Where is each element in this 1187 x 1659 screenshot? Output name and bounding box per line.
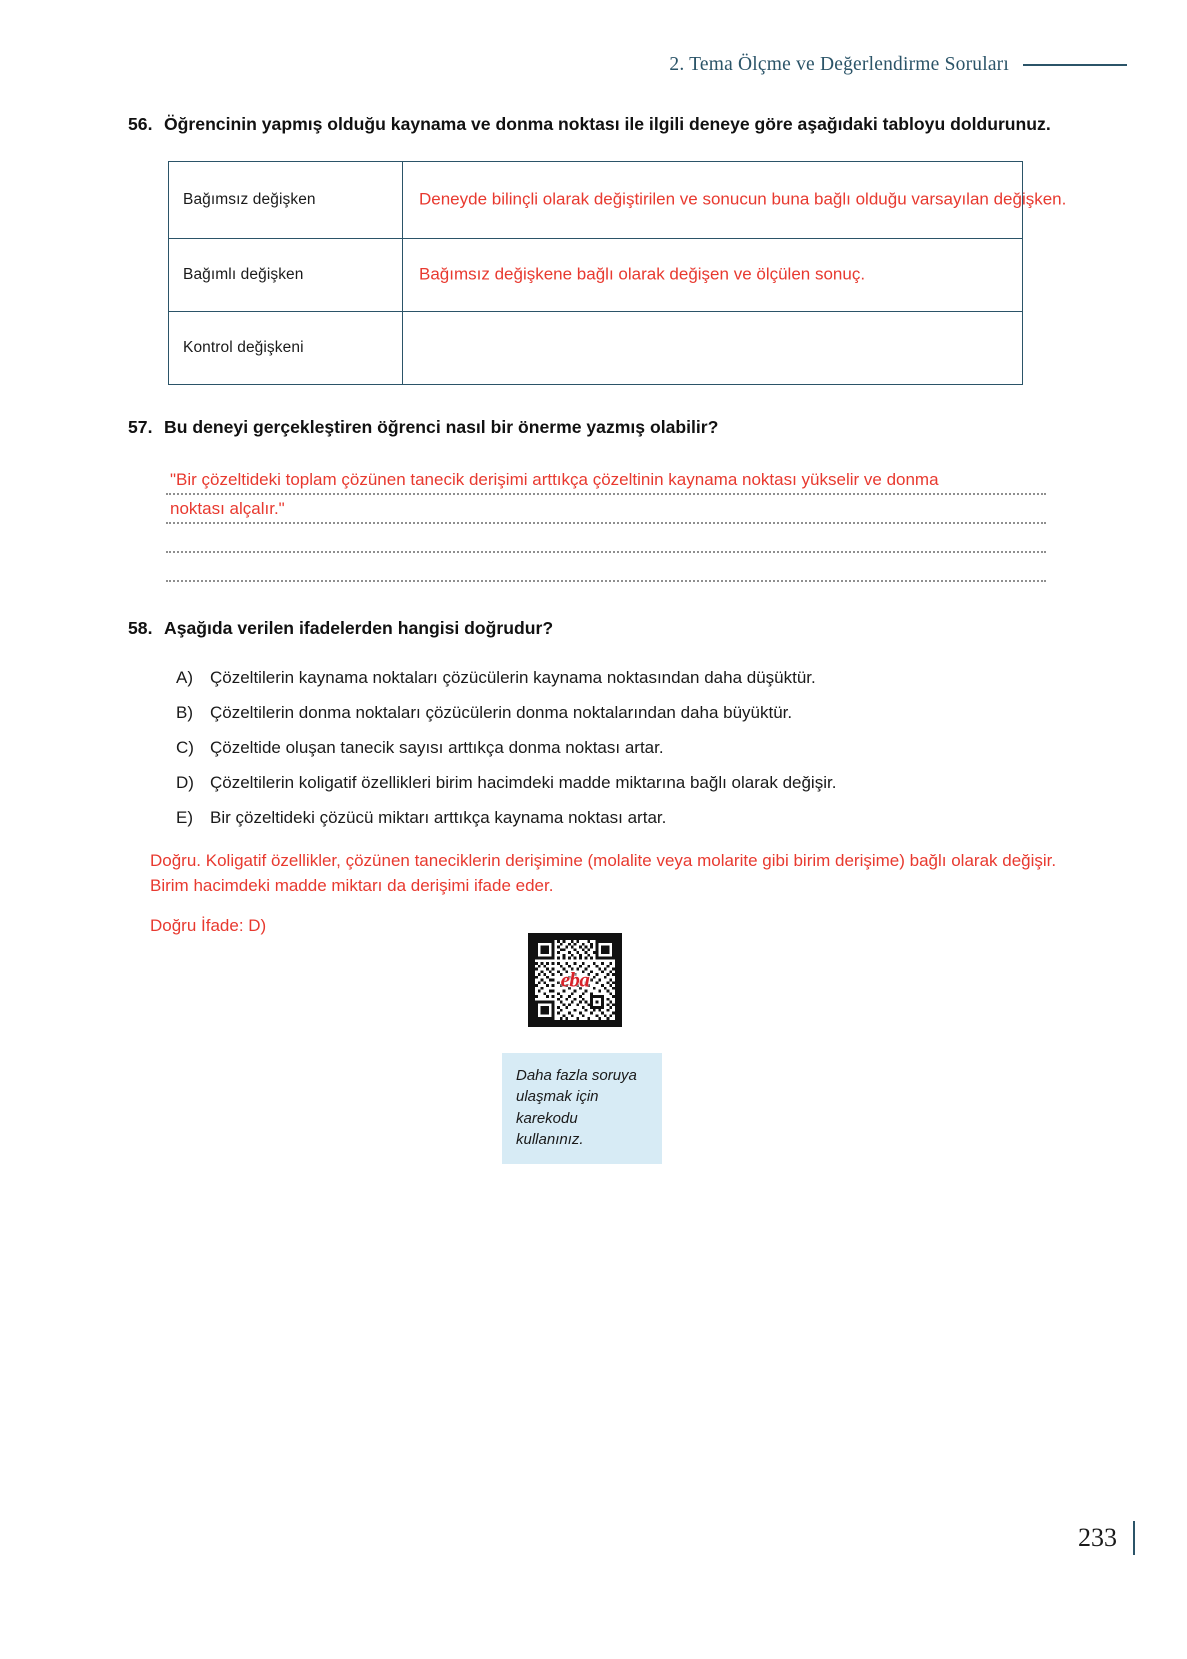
option-c-text: Çözeltide oluşan tanecik sayısı arttıkça donma noktası artar. <box>210 737 664 757</box>
explanation-paragraph: Doğru. Koligatif özellikler, çözünen taneciklerin derişimine (molalite veya molarite gibi birim derişime) bağlı olarak değişir. Birim hacimdeki madde miktarı da derişimi ifade eder. <box>150 850 1057 896</box>
page-content <box>128 112 1067 952</box>
table-answer-text: Bağımsız değişkene bağlı olarak değişen ve ölçülen sonuç. <box>419 264 866 284</box>
question-58-explanation <box>150 848 1070 939</box>
question-57 <box>128 415 1053 440</box>
table-cell-label: Bağımlı değişken <box>169 238 403 311</box>
header-title: 2. Tema Ölçme ve Değerlendirme Soruları <box>669 54 1009 75</box>
page-footer <box>1078 1521 1135 1555</box>
option-e-key: E) <box>176 807 193 827</box>
option-c[interactable] <box>176 737 1053 760</box>
handwritten-answer-line-1: "Bir çözeltideki toplam çözünen tanecik derişimi arttıkça çözeltinin kaynama noktası yükselir ve donma <box>170 469 939 489</box>
option-b-key: B) <box>176 702 193 722</box>
option-d-key: D) <box>176 772 194 792</box>
question-56-text: Öğrencinin yapmış olduğu kaynama ve donma noktası ile ilgili deneye göre aşağıdaki tabloyu doldurunuz. <box>164 114 1051 134</box>
handwritten-answer-line-2: noktası alçalır." <box>170 498 285 518</box>
qr-code-icon[interactable] <box>528 933 622 1027</box>
header-rule-decoration <box>1023 64 1127 66</box>
table-cell-answer[interactable] <box>403 238 1023 311</box>
option-c-key: C) <box>176 737 194 757</box>
question-56 <box>128 112 1053 137</box>
qr-block <box>516 933 728 1164</box>
answer-line-4[interactable] <box>166 553 1046 582</box>
question-57-number: 57. <box>128 416 153 437</box>
option-b-text: Çözeltilerin donma noktaları çözücülerin donma noktalarından daha büyüktür. <box>210 702 793 722</box>
table-row <box>169 311 1023 384</box>
answer-line-2[interactable] <box>166 495 1046 524</box>
explanation-correct-answer: Doğru İfade: D) <box>150 915 267 935</box>
question-57-text: Bu deneyi gerçekleştiren öğrenci nasıl bir önerme yazmış olabilir? <box>164 416 719 437</box>
qr-caption: Daha fazla soruya ulaşmak için karekodu kullanınız. <box>502 1053 662 1164</box>
question-58-text: Aşağıda verilen ifadelerden hangisi doğrudur? <box>164 617 554 638</box>
table-cell-label: Kontrol değişkeni <box>169 311 403 384</box>
option-a[interactable] <box>176 667 1053 690</box>
variables-table <box>168 161 1067 385</box>
option-b[interactable] <box>176 702 1053 725</box>
option-e[interactable] <box>176 807 1053 830</box>
eba-logo: eba <box>560 967 590 992</box>
table-cell-label: Bağımsız değişken <box>169 161 403 238</box>
question-58-number: 58. <box>128 617 153 638</box>
table-row <box>169 161 1023 238</box>
question-56-number: 56. <box>128 114 153 134</box>
page-header <box>669 54 1127 76</box>
table-cell-answer[interactable] <box>403 161 1067 238</box>
option-e-text: Bir çözeltideki çözücü miktarı arttıkça kaynama noktası artar. <box>210 807 667 827</box>
option-d[interactable] <box>176 772 1053 795</box>
page-number: 233 <box>1078 1523 1117 1552</box>
footer-rule-decoration <box>1133 1521 1135 1555</box>
answer-line-1[interactable] <box>166 466 1046 495</box>
table-row <box>169 238 1023 311</box>
question-58-options <box>176 667 1053 830</box>
question-57-answer-area[interactable] <box>166 466 1046 582</box>
table-answer-text: Deneyde bilinçli olarak değiştirilen ve sonucun buna bağlı olduğu varsayılan değişken. <box>419 189 1067 209</box>
table-cell-answer-empty[interactable] <box>403 311 1023 384</box>
answer-line-3[interactable] <box>166 524 1046 553</box>
option-a-text: Çözeltilerin kaynama noktaları çözücülerin kaynama noktasından daha düşüktür. <box>210 667 816 687</box>
option-a-key: A) <box>176 667 193 687</box>
question-58 <box>128 616 1053 641</box>
option-d-text: Çözeltilerin koligatif özellikleri birim hacimdeki madde miktarına bağlı olarak değişir. <box>210 772 837 792</box>
